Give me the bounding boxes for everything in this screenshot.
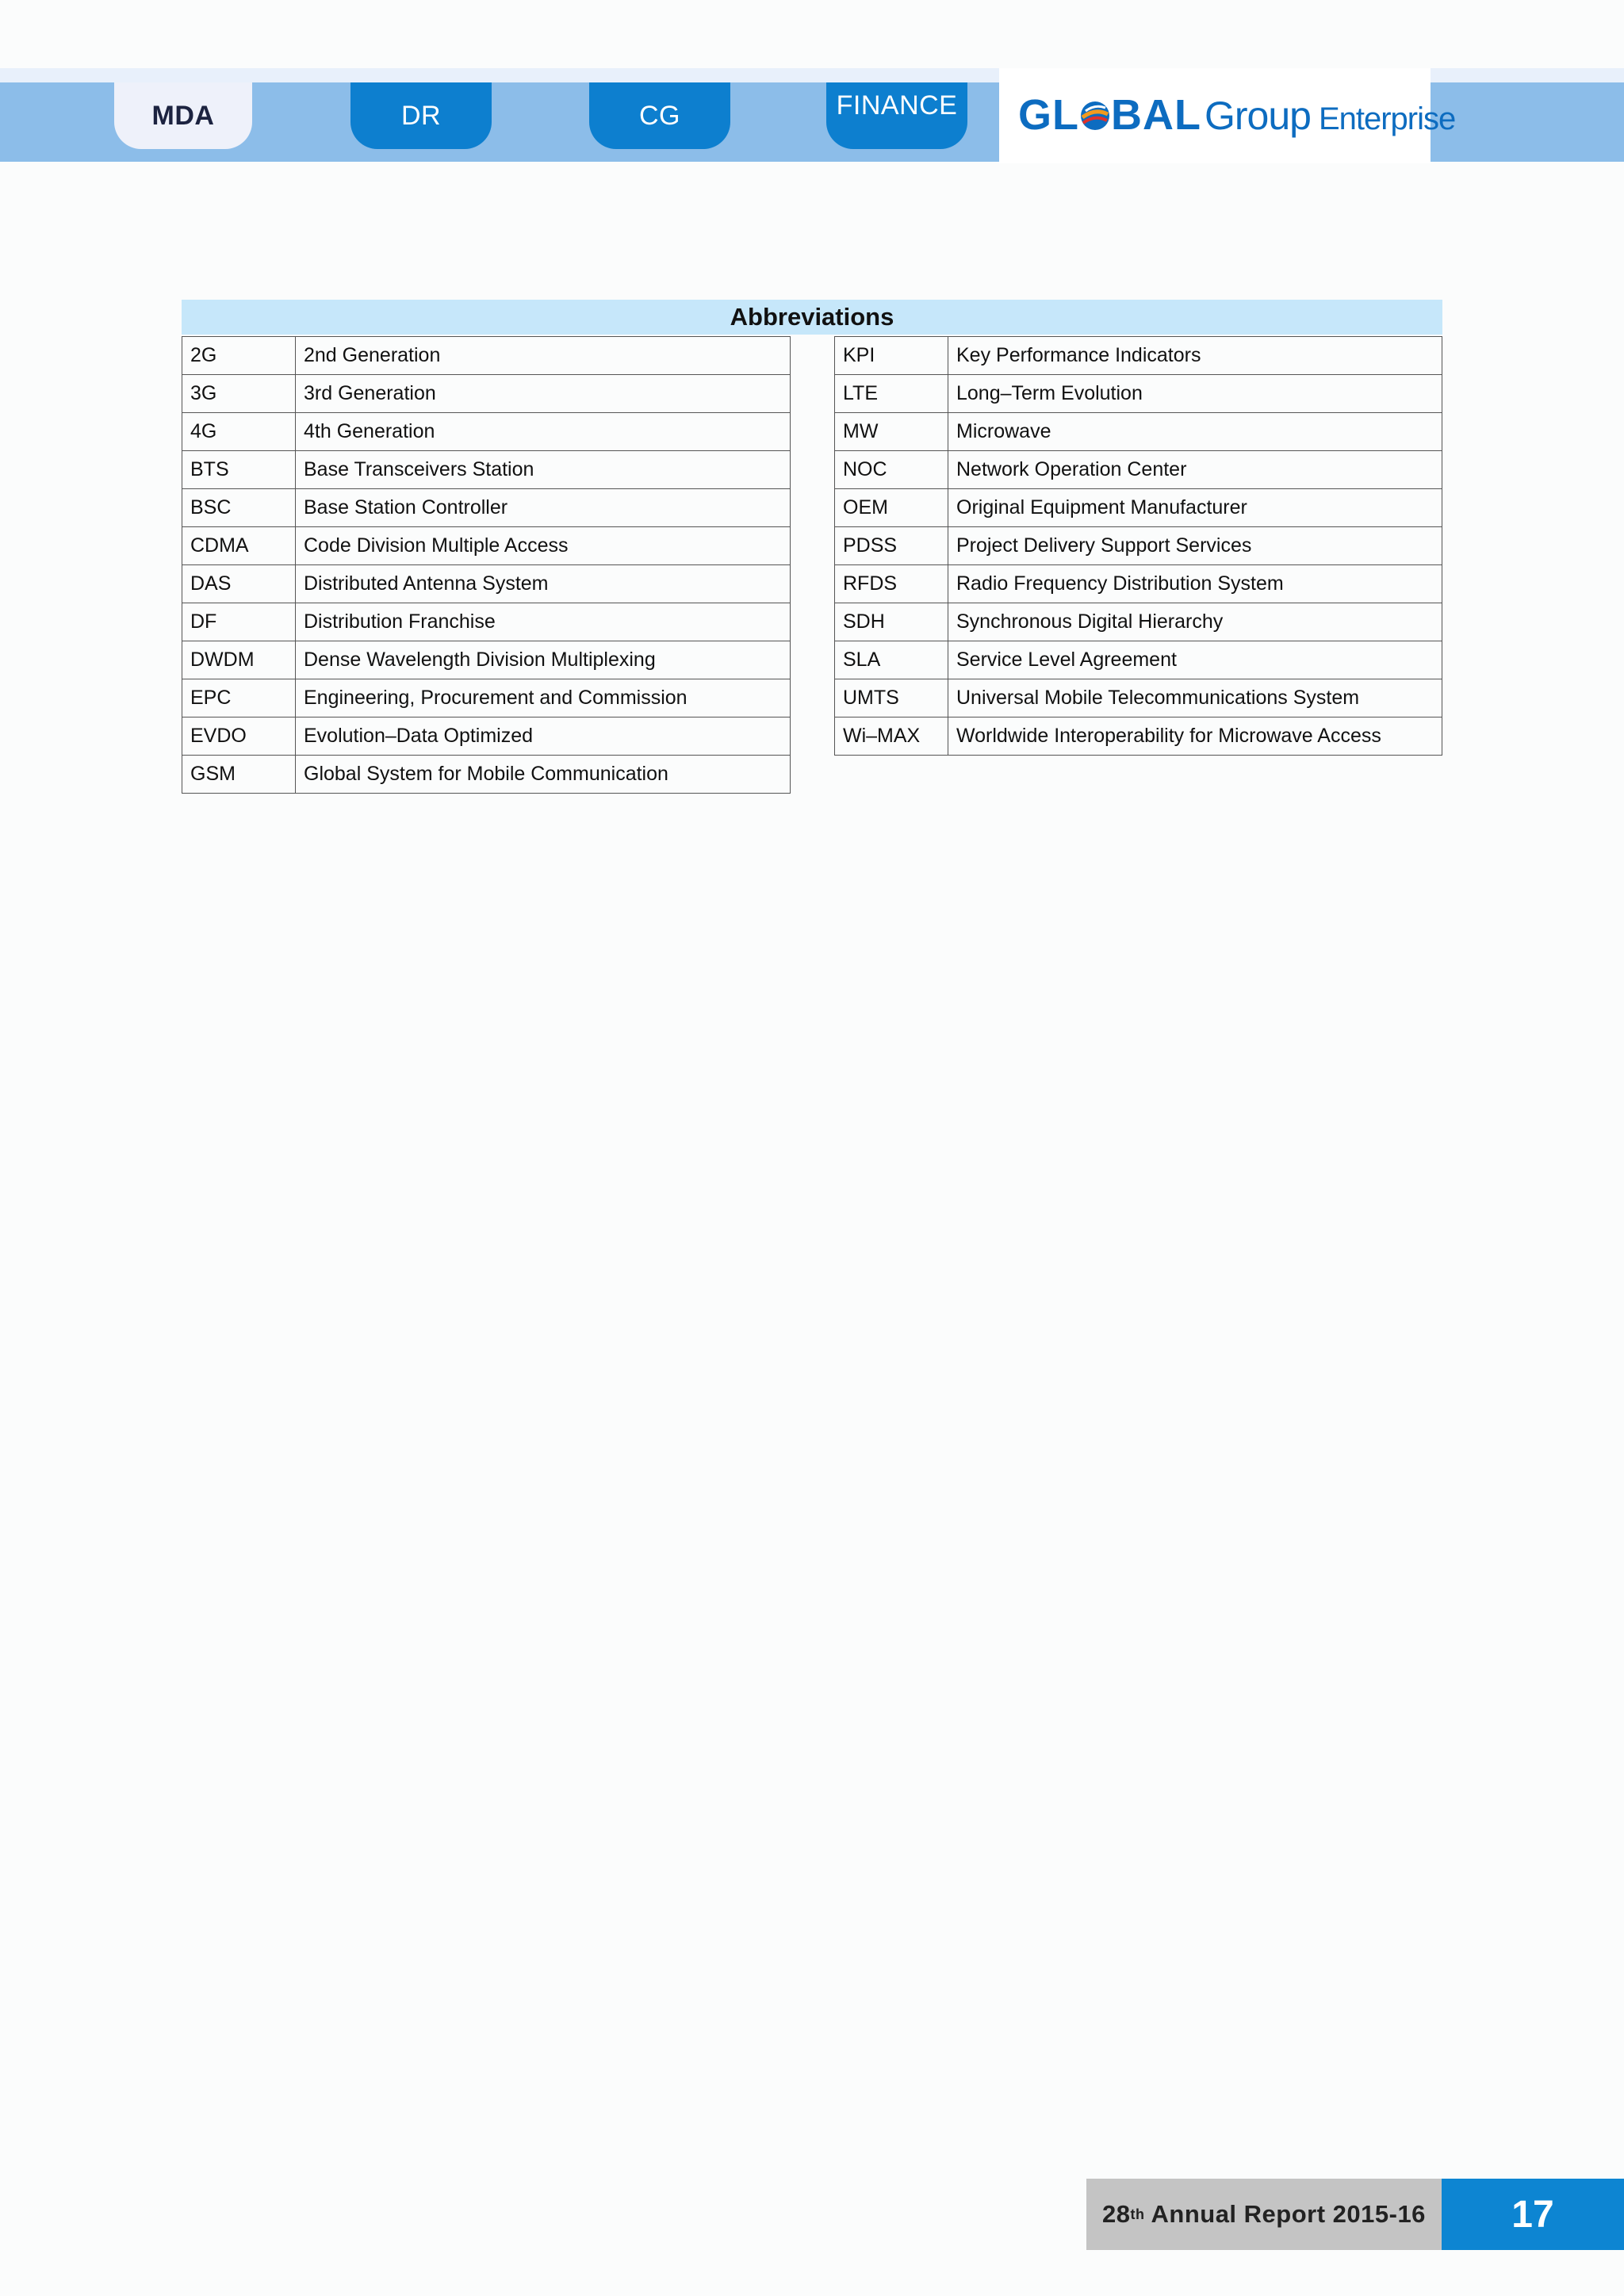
- global-group-logo: [1018, 90, 1455, 141]
- abbreviation-meaning: Base Station Controller: [296, 489, 791, 527]
- table-row: [182, 565, 791, 603]
- table-row: [835, 375, 1442, 413]
- abbreviation-code: EVDO: [182, 718, 296, 756]
- abbreviation-code: SDH: [835, 603, 948, 641]
- table-row: [182, 603, 791, 641]
- abbreviation-code: NOC: [835, 451, 948, 489]
- abbreviation-code: LTE: [835, 375, 948, 413]
- tab-dr[interactable]: DR: [350, 82, 492, 149]
- table-row: [182, 451, 791, 489]
- logo-group: Group: [1204, 94, 1311, 138]
- abbreviation-meaning: Radio Frequency Distribution System: [948, 565, 1442, 603]
- abbreviation-meaning: Distributed Antenna System: [296, 565, 791, 603]
- table-row: [835, 718, 1442, 756]
- abbreviation-code: DWDM: [182, 641, 296, 679]
- table-row: [182, 756, 791, 794]
- abbreviation-code: PDSS: [835, 527, 948, 565]
- abbreviation-code: KPI: [835, 337, 948, 375]
- table-row: [835, 489, 1442, 527]
- table-row: [835, 451, 1442, 489]
- abbreviation-meaning: 4th Generation: [296, 413, 791, 451]
- table-row: [182, 413, 791, 451]
- table-row: [182, 641, 791, 679]
- header-band-right: [1431, 82, 1624, 162]
- abbreviation-code: 4G: [182, 413, 296, 451]
- abbreviation-meaning: 3rd Generation: [296, 375, 791, 413]
- abbreviation-meaning: Project Delivery Support Services: [948, 527, 1442, 565]
- globe-icon: [1079, 100, 1111, 132]
- abbreviation-code: MW: [835, 413, 948, 451]
- abbreviation-code: GSM: [182, 756, 296, 794]
- table-row: [182, 718, 791, 756]
- logo-enterprise: Enterprise: [1318, 101, 1456, 136]
- tab-mda[interactable]: MDA: [114, 82, 252, 149]
- report-title: 28 th Annual Report 2015-16: [1086, 2179, 1442, 2250]
- abbreviation-meaning: Global System for Mobile Communication: [296, 756, 791, 794]
- abbreviation-meaning: Synchronous Digital Hierarchy: [948, 603, 1442, 641]
- tab-finance[interactable]: FINANCE: [826, 82, 967, 149]
- abbreviation-meaning: Original Equipment Manufacturer: [948, 489, 1442, 527]
- abbreviation-meaning: Evolution–Data Optimized: [296, 718, 791, 756]
- abbreviation-meaning: Microwave: [948, 413, 1442, 451]
- abbreviation-meaning: Worldwide Interoperability for Microwave Access: [948, 718, 1442, 756]
- abbreviation-code: BTS: [182, 451, 296, 489]
- abbreviation-code: UMTS: [835, 679, 948, 718]
- abbreviations-table-right: [834, 336, 1442, 756]
- table-row: [182, 375, 791, 413]
- table-row: [835, 565, 1442, 603]
- abbreviation-code: Wi–MAX: [835, 718, 948, 756]
- abbreviation-meaning: Network Operation Center: [948, 451, 1442, 489]
- abbreviation-meaning: Code Division Multiple Access: [296, 527, 791, 565]
- table-row: [835, 337, 1442, 375]
- abbreviation-meaning: Service Level Agreement: [948, 641, 1442, 679]
- table-row: [182, 489, 791, 527]
- abbreviation-meaning: Distribution Franchise: [296, 603, 791, 641]
- abbreviation-meaning: 2nd Generation: [296, 337, 791, 375]
- abbreviation-code: SLA: [835, 641, 948, 679]
- table-row: [182, 679, 791, 718]
- abbreviation-meaning: Universal Mobile Telecommunications System: [948, 679, 1442, 718]
- abbreviation-code: DF: [182, 603, 296, 641]
- abbreviation-code: RFDS: [835, 565, 948, 603]
- abbreviation-meaning: Base Transceivers Station: [296, 451, 791, 489]
- table-row: [835, 413, 1442, 451]
- table-row: [835, 641, 1442, 679]
- abbreviation-meaning: Engineering, Procurement and Commission: [296, 679, 791, 718]
- abbreviation-code: 2G: [182, 337, 296, 375]
- abbreviations-table-left: [182, 336, 791, 794]
- table-row: [835, 679, 1442, 718]
- table-row: [835, 603, 1442, 641]
- abbreviation-code: 3G: [182, 375, 296, 413]
- abbreviation-code: CDMA: [182, 527, 296, 565]
- table-row: [182, 337, 791, 375]
- logo-brand: GL BAL: [1018, 91, 1201, 139]
- abbreviation-code: OEM: [835, 489, 948, 527]
- abbreviation-code: EPC: [182, 679, 296, 718]
- abbreviation-meaning: Dense Wavelength Division Multiplexing: [296, 641, 791, 679]
- table-row: [835, 527, 1442, 565]
- tab-cg[interactable]: CG: [589, 82, 730, 149]
- abbreviation-meaning: Key Performance Indicators: [948, 337, 1442, 375]
- abbreviation-meaning: Long–Term Evolution: [948, 375, 1442, 413]
- abbreviations-title: Abbreviations: [182, 300, 1442, 335]
- page-number: 17: [1442, 2179, 1624, 2250]
- abbreviation-code: DAS: [182, 565, 296, 603]
- table-row: [182, 527, 791, 565]
- abbreviation-code: BSC: [182, 489, 296, 527]
